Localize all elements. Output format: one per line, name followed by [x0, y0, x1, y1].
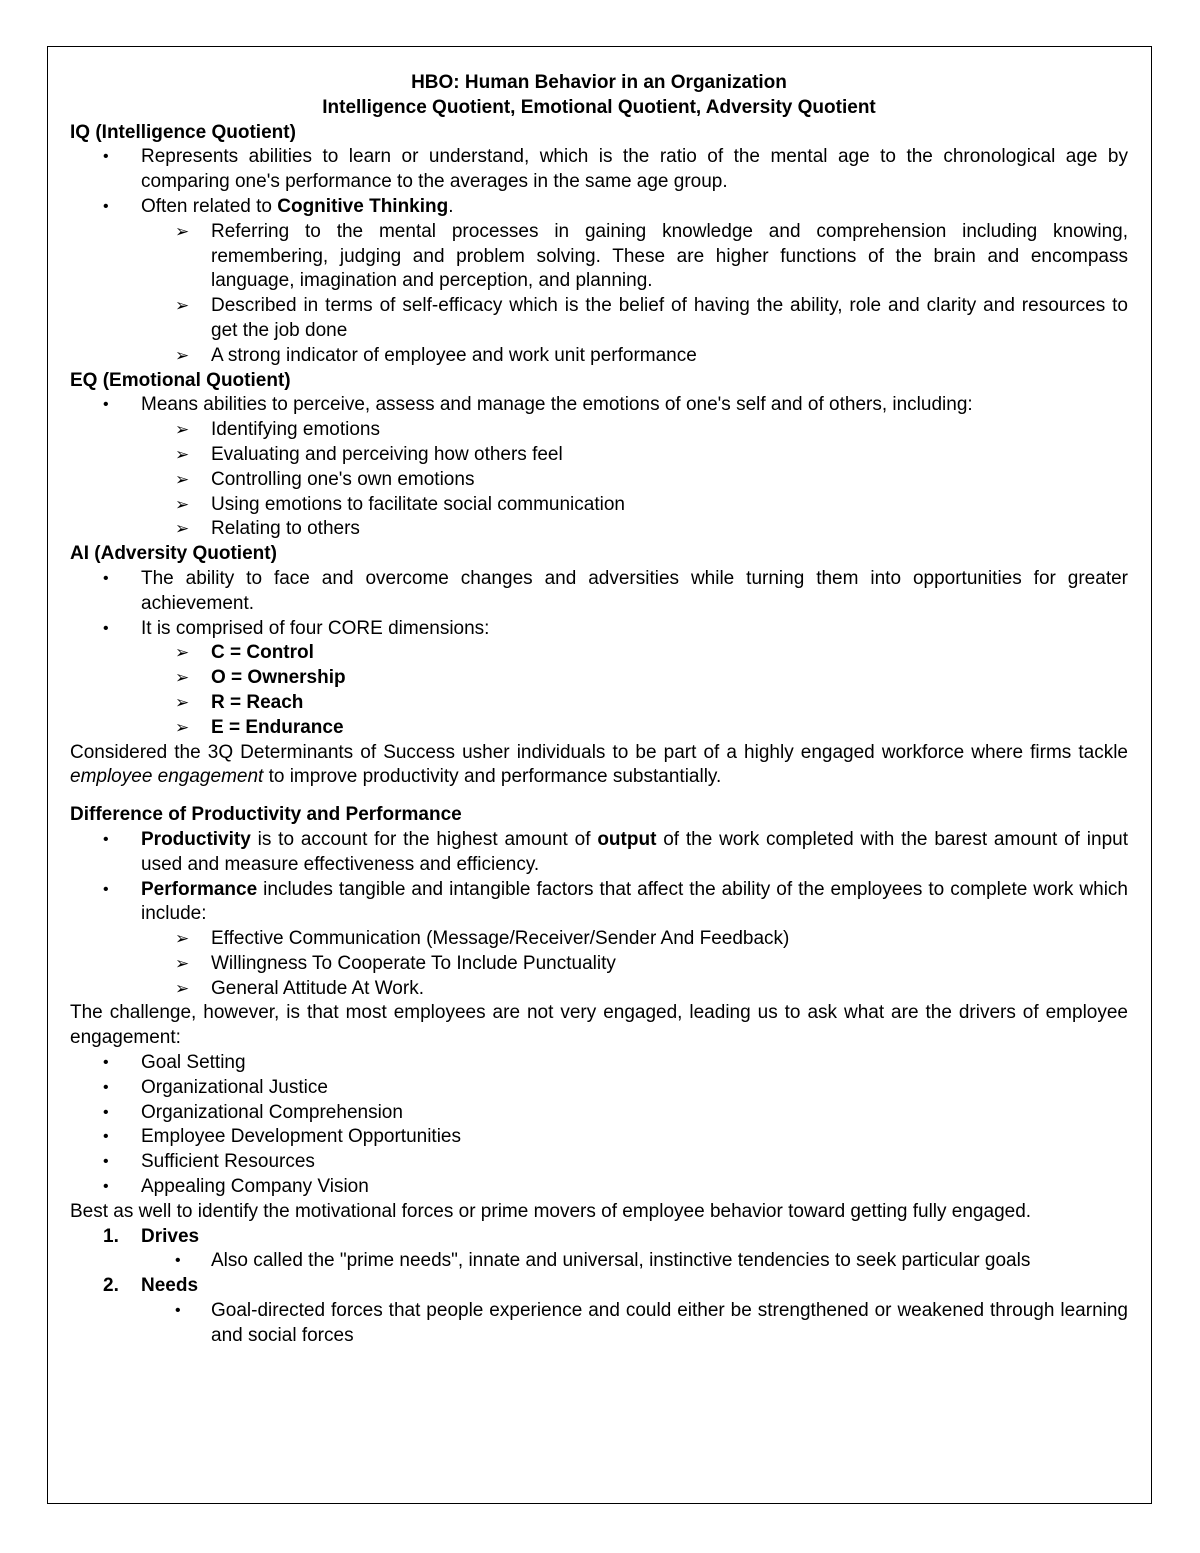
cognitive-thinking-term: Cognitive Thinking [277, 195, 449, 217]
list-item [70, 641, 1128, 666]
arrow-icon: ➢ [175, 469, 190, 489]
title-line-2: Intelligence Quotient, Emotional Quotient, Adversity Quotient [322, 96, 876, 118]
list-item [70, 443, 1128, 468]
list-item [70, 1299, 1128, 1349]
bullet-icon: • [103, 1103, 109, 1121]
eq-definition: Means abilities to perceive, assess and manage the emotions of one's self and of others, including: [141, 394, 973, 416]
eq-sub-item: Controlling one's own emotions [211, 468, 475, 490]
iq-sub-item: Described in terms of self-efficacy which is the belief of having the ability, role and clarity and resources to get the job done [211, 295, 1128, 341]
arrow-icon: ➢ [175, 420, 190, 440]
list-item [70, 220, 1128, 294]
motivation-paragraph: Best as well to identify the motivational forces or prime movers of employee behavior toward getting fully engaged. [70, 1200, 1032, 1222]
performance-factor: General Attitude At Work. [211, 977, 424, 999]
arrow-icon: ➢ [175, 221, 190, 241]
driver-item: Appealing Company Vision [141, 1176, 369, 1198]
numbered-item [70, 1225, 1128, 1250]
driver-item: Goal Setting [141, 1052, 246, 1074]
item-number: 2. [103, 1275, 119, 1297]
arrow-icon: ➢ [175, 929, 190, 949]
list-item [70, 828, 1128, 878]
employee-engagement-term: employee engagement [70, 766, 264, 788]
core-dimension: O = Ownership [211, 667, 346, 689]
bullet-icon: • [103, 1153, 109, 1171]
arrow-icon: ➢ [175, 978, 190, 998]
arrow-icon: ➢ [175, 519, 190, 539]
ai-definition: The ability to face and overcome changes and adversities while turning them into opportunities for greater achievement. [141, 567, 1128, 614]
list-item [70, 145, 1128, 195]
ai-heading: AI (Adversity Quotient) [70, 543, 277, 565]
list-item [70, 1175, 1128, 1200]
list-item [70, 468, 1128, 493]
arrow-icon: ➢ [175, 668, 190, 688]
item-number: 1. [103, 1225, 119, 1247]
list-item [70, 418, 1128, 443]
arrow-icon: ➢ [175, 953, 190, 973]
list-item [70, 294, 1128, 344]
list-item [70, 927, 1128, 952]
list-item [70, 1249, 1128, 1274]
needs-label: Needs [141, 1275, 199, 1297]
bullet-icon: • [103, 880, 109, 898]
bullet-icon: • [103, 148, 109, 166]
arrow-icon: ➢ [175, 717, 190, 737]
list-item [70, 1150, 1128, 1175]
eq-sub-item: Evaluating and perceiving how others feel [211, 443, 563, 465]
arrow-icon: ➢ [175, 345, 190, 365]
list-item [70, 493, 1128, 518]
bullet-icon: • [103, 1128, 109, 1146]
arrow-icon: ➢ [175, 692, 190, 712]
driver-item: Organizational Comprehension [141, 1101, 403, 1123]
list-item [70, 344, 1128, 369]
numbered-item [70, 1274, 1128, 1299]
needs-detail: Goal-directed forces that people experience and could either be strengthened or weakened through learning and social forces [211, 1300, 1128, 1346]
difference-heading: Difference of Productivity and Performance [70, 804, 462, 826]
bullet-icon: • [103, 1078, 109, 1096]
drives-label: Drives [141, 1225, 200, 1247]
bullet-icon: • [103, 1178, 109, 1196]
list-item [70, 691, 1128, 716]
list-item [70, 878, 1128, 928]
eq-sub-item: Identifying emotions [211, 419, 380, 441]
core-dimension: R = Reach [211, 691, 304, 713]
arrow-icon: ➢ [175, 494, 190, 514]
list-item [70, 195, 1128, 220]
title-line-1: HBO: Human Behavior in an Organization [411, 72, 787, 93]
core-dimension: E = Endurance [211, 716, 344, 738]
arrow-icon: ➢ [175, 444, 190, 464]
arrow-icon: ➢ [175, 296, 190, 316]
bullet-icon: • [103, 1054, 109, 1072]
driver-item: Sufficient Resources [141, 1151, 315, 1173]
bullet-icon: • [103, 830, 109, 848]
list-item [70, 952, 1128, 977]
eq-sub-item: Relating to others [211, 518, 360, 540]
performance-factor: Willingness To Cooperate To Include Punctuality [211, 952, 616, 974]
iq-heading: IQ (Intelligence Quotient) [70, 121, 296, 143]
bullet-icon: • [103, 619, 109, 637]
challenge-paragraph: The challenge, however, is that most employees are not very engaged, leading us to ask what are the drivers of employee engagement: [70, 1002, 1128, 1049]
list-item [70, 567, 1128, 617]
document-body [70, 71, 1128, 1349]
list-item [70, 517, 1128, 542]
list-item [70, 1076, 1128, 1101]
eq-sub-item: Using emotions to facilitate social communication [211, 493, 625, 515]
productivity-definition: Productivity is to account for the highest amount of output of the work completed with the barest amount of input used and measure effectiveness and efficiency. [141, 828, 1128, 875]
list-item [70, 1051, 1128, 1076]
list-item [70, 1125, 1128, 1150]
list-item [70, 716, 1128, 741]
iq-sub-item: A strong indicator of employee and work unit performance [211, 344, 697, 366]
performance-definition: Performance includes tangible and intangible factors that affect the ability of the employees to complete work which include: [141, 878, 1128, 925]
list-item [70, 393, 1128, 418]
iq-related: Often related to Cognitive Thinking. [141, 195, 454, 217]
bullet-icon: • [103, 569, 109, 587]
drives-detail: Also called the "prime needs", innate and universal, instinctive tendencies to seek particular goals [211, 1250, 1031, 1272]
core-dimension: C = Control [211, 642, 314, 664]
bullet-icon: • [175, 1252, 181, 1270]
performance-factor: Effective Communication (Message/Receiver/Sender And Feedback) [211, 928, 790, 950]
iq-definition: Represents abilities to learn or understand, which is the ratio of the mental age to the chronological age by comparing one's performance to the averages in the same age group. [141, 146, 1128, 193]
iq-sub-item: Referring to the mental processes in gaining knowledge and comprehension including knowing, remembering, judging and problem solving. These are higher functions of the brain and encompass language, imagination and perception, and planning. [211, 220, 1128, 292]
ai-core-intro: It is comprised of four CORE dimensions: [141, 617, 490, 639]
bullet-icon: • [103, 197, 109, 215]
eq-heading: EQ (Emotional Quotient) [70, 369, 291, 391]
list-item [70, 977, 1128, 1002]
driver-item: Organizational Justice [141, 1076, 328, 1098]
list-item [70, 1101, 1128, 1126]
driver-item: Employee Development Opportunities [141, 1126, 462, 1148]
arrow-icon: ➢ [175, 643, 190, 663]
list-item [70, 666, 1128, 691]
bullet-icon: • [175, 1302, 181, 1320]
bullet-icon: • [103, 396, 109, 414]
list-item [70, 617, 1128, 642]
summary-paragraph: Considered the 3Q Determinants of Success usher individuals to be part of a highly engaged workforce where firms tackle employee engagement to improve productivity and performance substantially. [70, 741, 1128, 788]
